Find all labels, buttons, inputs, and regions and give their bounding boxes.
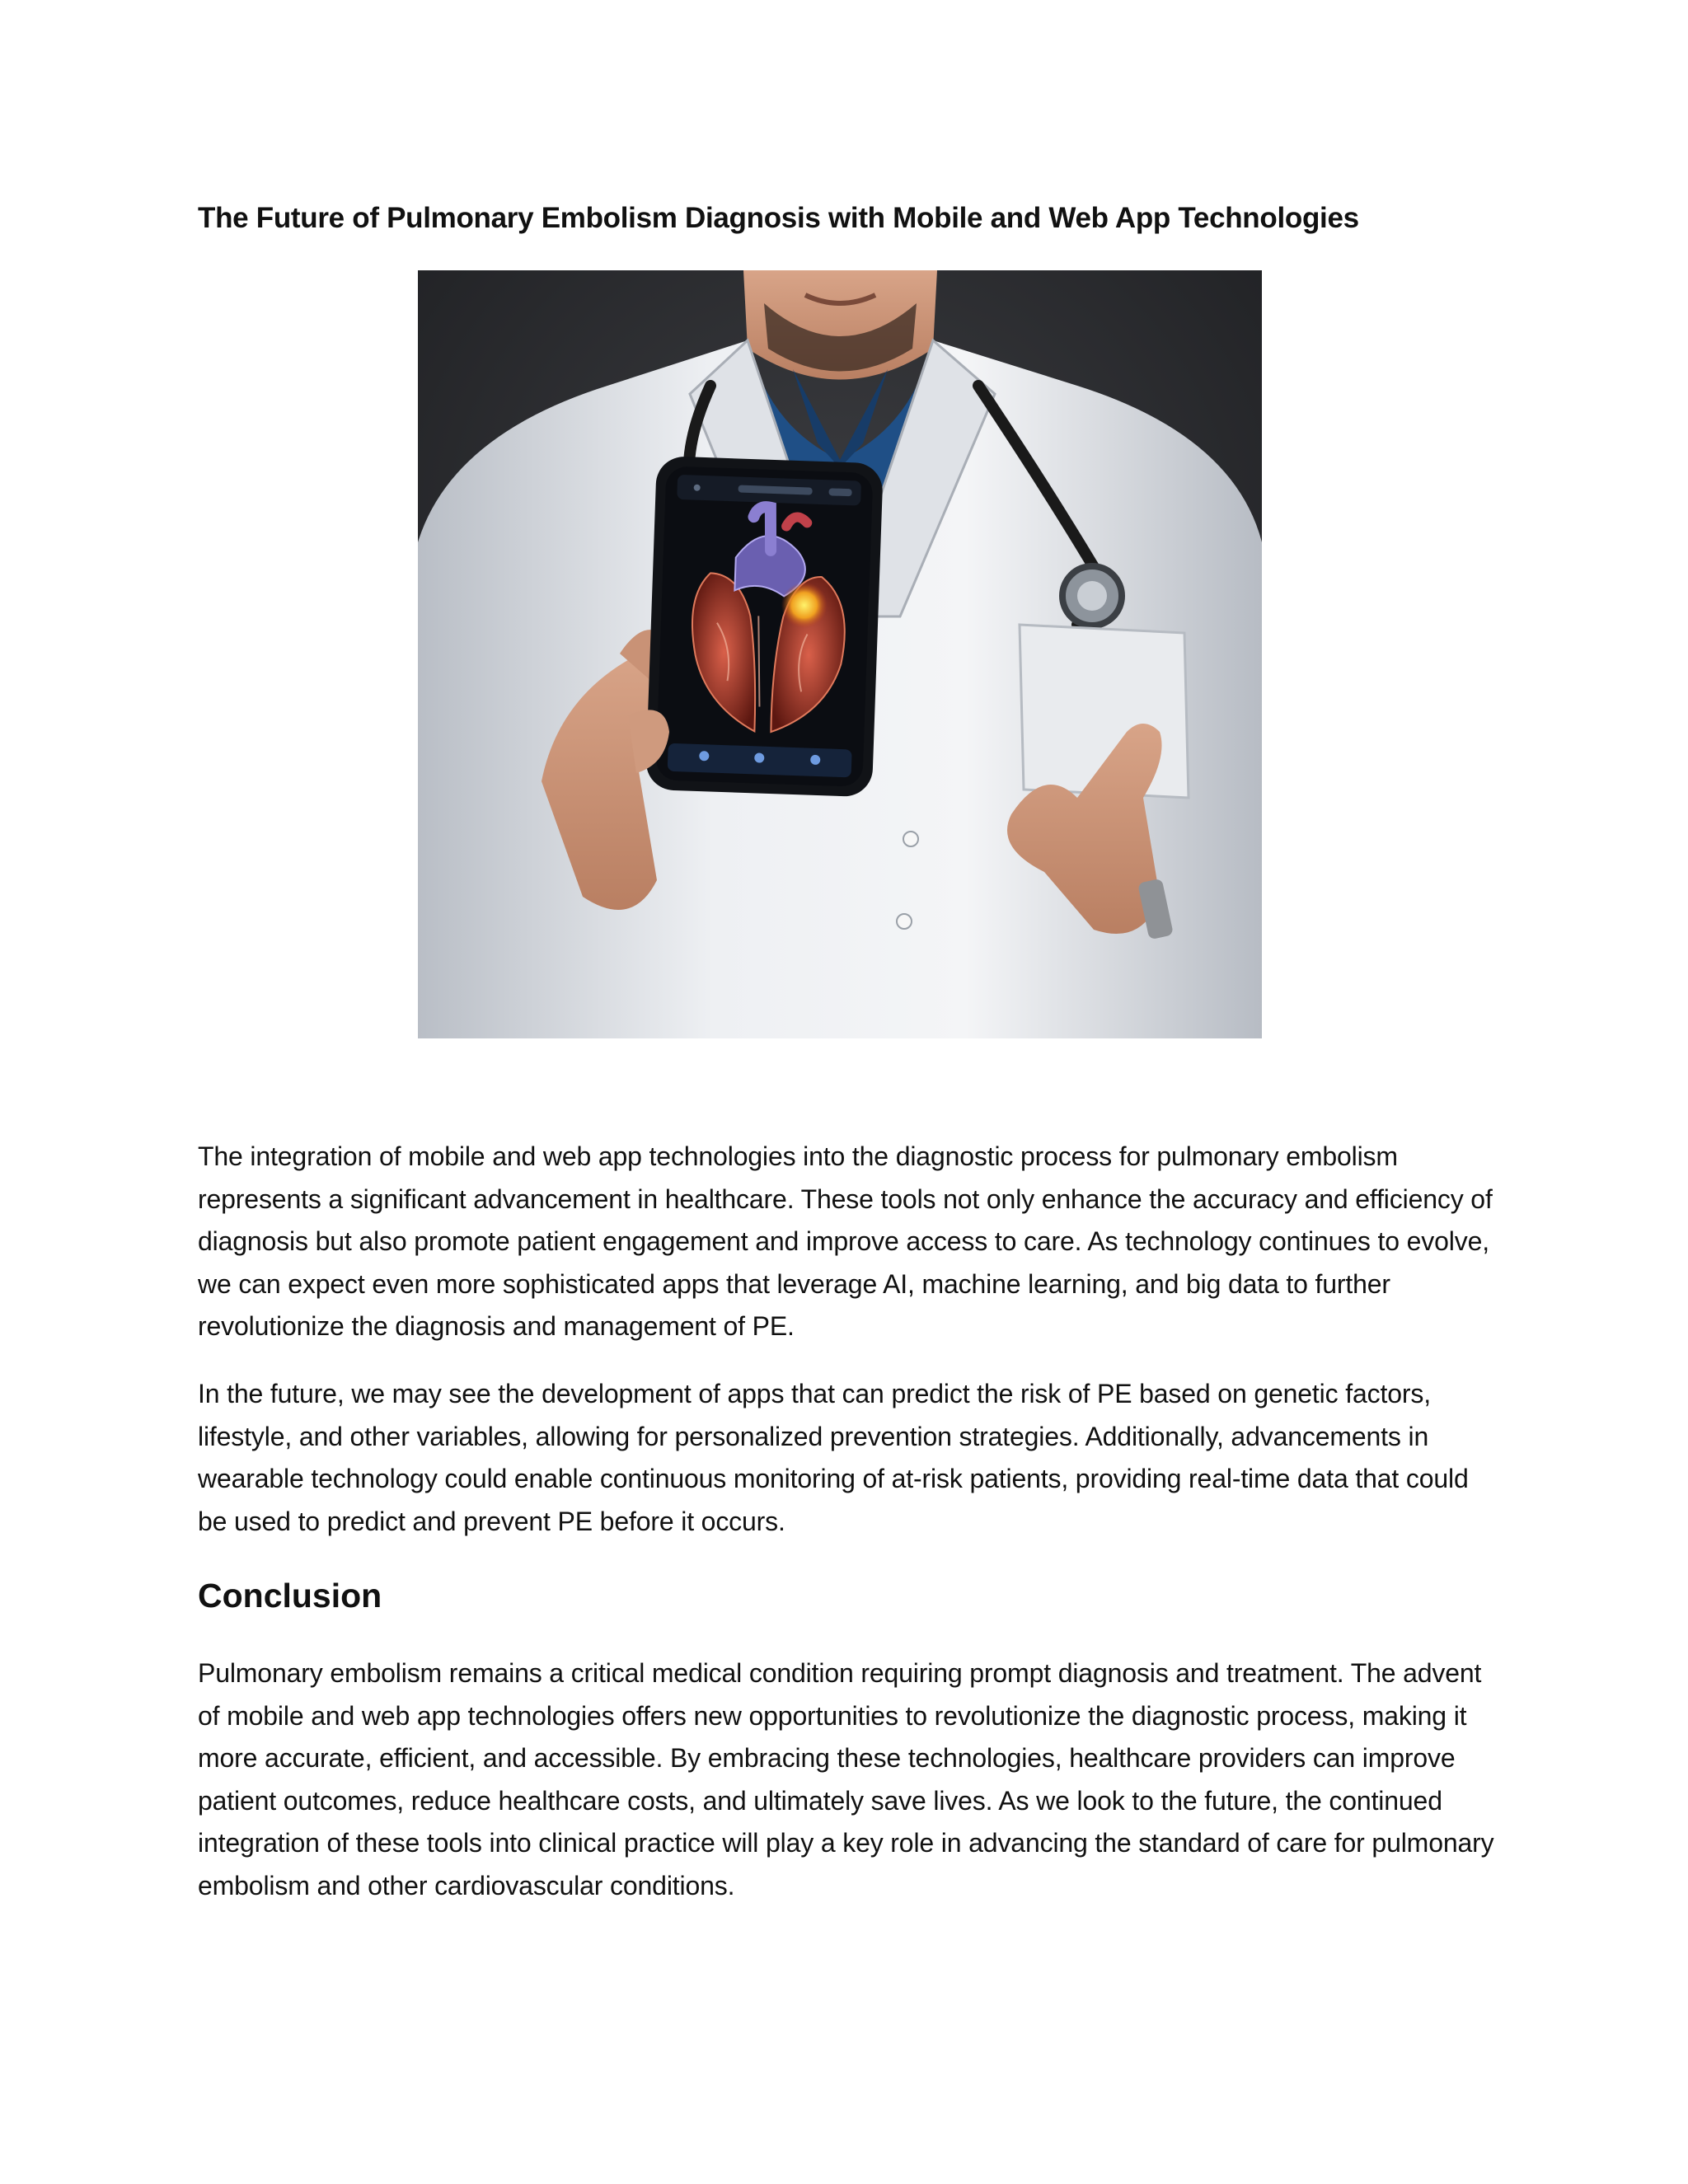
- conclusion-paragraph: Pulmonary embolism remains a critical medical condition requiring prompt diagnosis and treatment. The advent of mobile and web app technologies offers new opportunities to revolutionize the diagnostic process, making it more accurate, efficient, and accessible. By embracing these technologies, healthcare providers can improve patient outcomes, reduce healthcare costs, and ultimately save lives. As we look to the future, the continued integration of these tools into clinical practice will play a key role in advancing the standard of care for pulmonary embolism and other cardiovascular conditions.: [198, 1658, 1494, 1900]
- doctor-phone-figure: [418, 270, 1262, 1038]
- intro-paragraph: The integration of mobile and web app technologies into the diagnostic process for pulmonary embolism represents a significant advancement in healthcare. These tools not only enhance the accuracy and efficiency of diagnosis but also promote patient engagement and improve access to care. As technology continues to evolve, we can expect even more sophisticated apps that leverage AI, machine learning, and big data to further revolutionize the diagnosis and management of PE.: [198, 1141, 1493, 1341]
- future-paragraph: In the future, we may see the development of apps that can predict the risk of PE based on genetic factors, lifestyle, and other variables, allowing for personalized prevention strategies. Additionally, advancements in wearable technology could enable continuous monitoring of at-risk patients, providing real-time data that could be used to predict and prevent PE before it occurs.: [198, 1379, 1469, 1536]
- doctor-holding-phone-heart-illustration: [418, 270, 1262, 1038]
- document-title: The Future of Pulmonary Embolism Diagnosis with Mobile and Web App Technologies: [198, 202, 1359, 234]
- conclusion-heading: Conclusion: [198, 1577, 382, 1615]
